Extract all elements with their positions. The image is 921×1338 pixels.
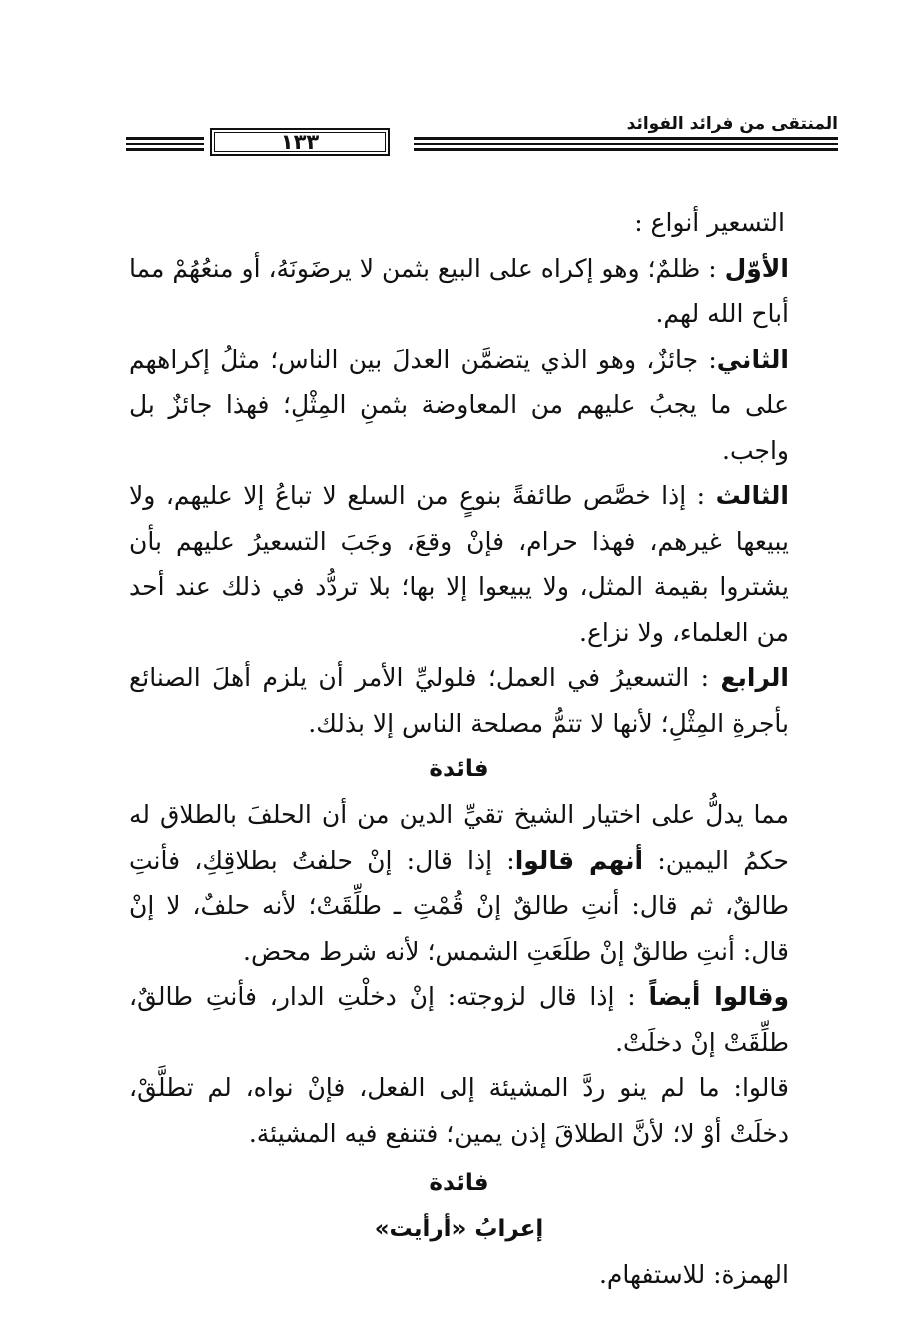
paragraph-text: : إذا قال لزوجته: إنْ دخلْتِ الدار، فأنتِ طالقٌ، طلِّقَتْ إنْ دخلَتْ. (129, 982, 789, 1057)
book-title: المنتقى من فرائد الفوائد (626, 114, 838, 134)
paragraph-type-1 (129, 246, 789, 337)
section-heading-fayda-1: فائدة (429, 756, 489, 782)
page-number: ١٣٣ (210, 128, 390, 156)
paragraph-text: : التسعيرُ في العمل؛ فلوليِّ الأمر أن يلزم أهلَ الصنائع بأجرةِ المِثْلِ؛ لأنها لا تتمُّ مصلحة الناس إلا بذلك. (129, 663, 789, 738)
section-heading-fayda-2: فائدة (429, 1170, 489, 1196)
lead-word-third: الثالث (715, 481, 789, 510)
paragraph-text: : إذا خصَّص طائفةً بنوعٍ من السلع لا تباعُ إلا عليهم، ولا يبيعها غيرهم، فهذا حرام، فإنْ وقعَ، وجَبَ التسعيرُ عليهم بأن يشتروا بقيمة المثل، ولا يبيعوا إلا بها؛ بلا تردُّد في ذلك عند أحد من العلماء، ولا نزاع. (129, 481, 789, 647)
lead-word-fourth: الرابع (720, 663, 789, 692)
page-body (129, 200, 789, 1298)
lead-phrase-they-said: أنهم قالوا (514, 845, 644, 875)
paragraph-text: : جائزٌ، وهو الذي يتضمَّن العدلَ بين الناس؛ مثلُ إكراههم على ما يجبُ عليهم من المعاوضة بثمنِ المِثْلِ؛ فهذا جائزٌ بل واجب. (129, 344, 789, 465)
paragraph-intro: التسعير أنواع : (634, 208, 785, 237)
lead-word-first: الأوّل (724, 253, 789, 283)
paragraph-text: : ظلمٌ؛ وهو إكراه على البيع بثمن لا يرضَونَهُ، أو منعُهُمْ مما أباح الله لهم. (128, 253, 789, 328)
paragraph-fayda-1-also (129, 974, 789, 1065)
paragraph-type-3 (129, 473, 789, 655)
header-rule-right (414, 136, 838, 152)
paragraph-type-4 (129, 655, 789, 746)
subheading-irab: إعرابُ «أرأيت» (374, 1216, 544, 1242)
paragraph-hamza: الهمزة: للاستفهام. (598, 1260, 789, 1289)
header-rule-left (126, 136, 204, 152)
paragraph-fayda-1-main (129, 792, 789, 974)
lead-word-second: الثاني (716, 344, 789, 374)
running-header (126, 112, 838, 158)
paragraph-type-2 (129, 337, 789, 474)
lead-phrase-they-also-said: وقالوا أيضاً (648, 982, 790, 1011)
paragraph-fayda-1-note: قالوا: ما لم ينو ردَّ المشيئة إلى الفعل، فإنْ نواه، لم تطلَّقْ، دخلَتْ أوْ لا؛ لأنَّ الطلاقَ إذن يمين؛ فتنفع فيه المشيئة. (129, 1073, 789, 1148)
paragraph-text: مما يدلُّ على اختيار الشيخ تقيِّ الدين من أن الحلفَ بالطلاق له حكمُ اليمين: (129, 800, 790, 875)
paragraph-text: : إذا قال: إنْ حلفتُ بطلاقِكِ، فأنتِ طالقٌ، ثم قال: أنتِ طالقٌ إنْ قُمْتِ ـ طلِّقَتْ؛ لأنه حلفٌ، لا إنْ قال: أنتِ طالقٌ إنْ طلَعَتِ الشمس؛ لأنه شرط محض. (129, 845, 789, 966)
